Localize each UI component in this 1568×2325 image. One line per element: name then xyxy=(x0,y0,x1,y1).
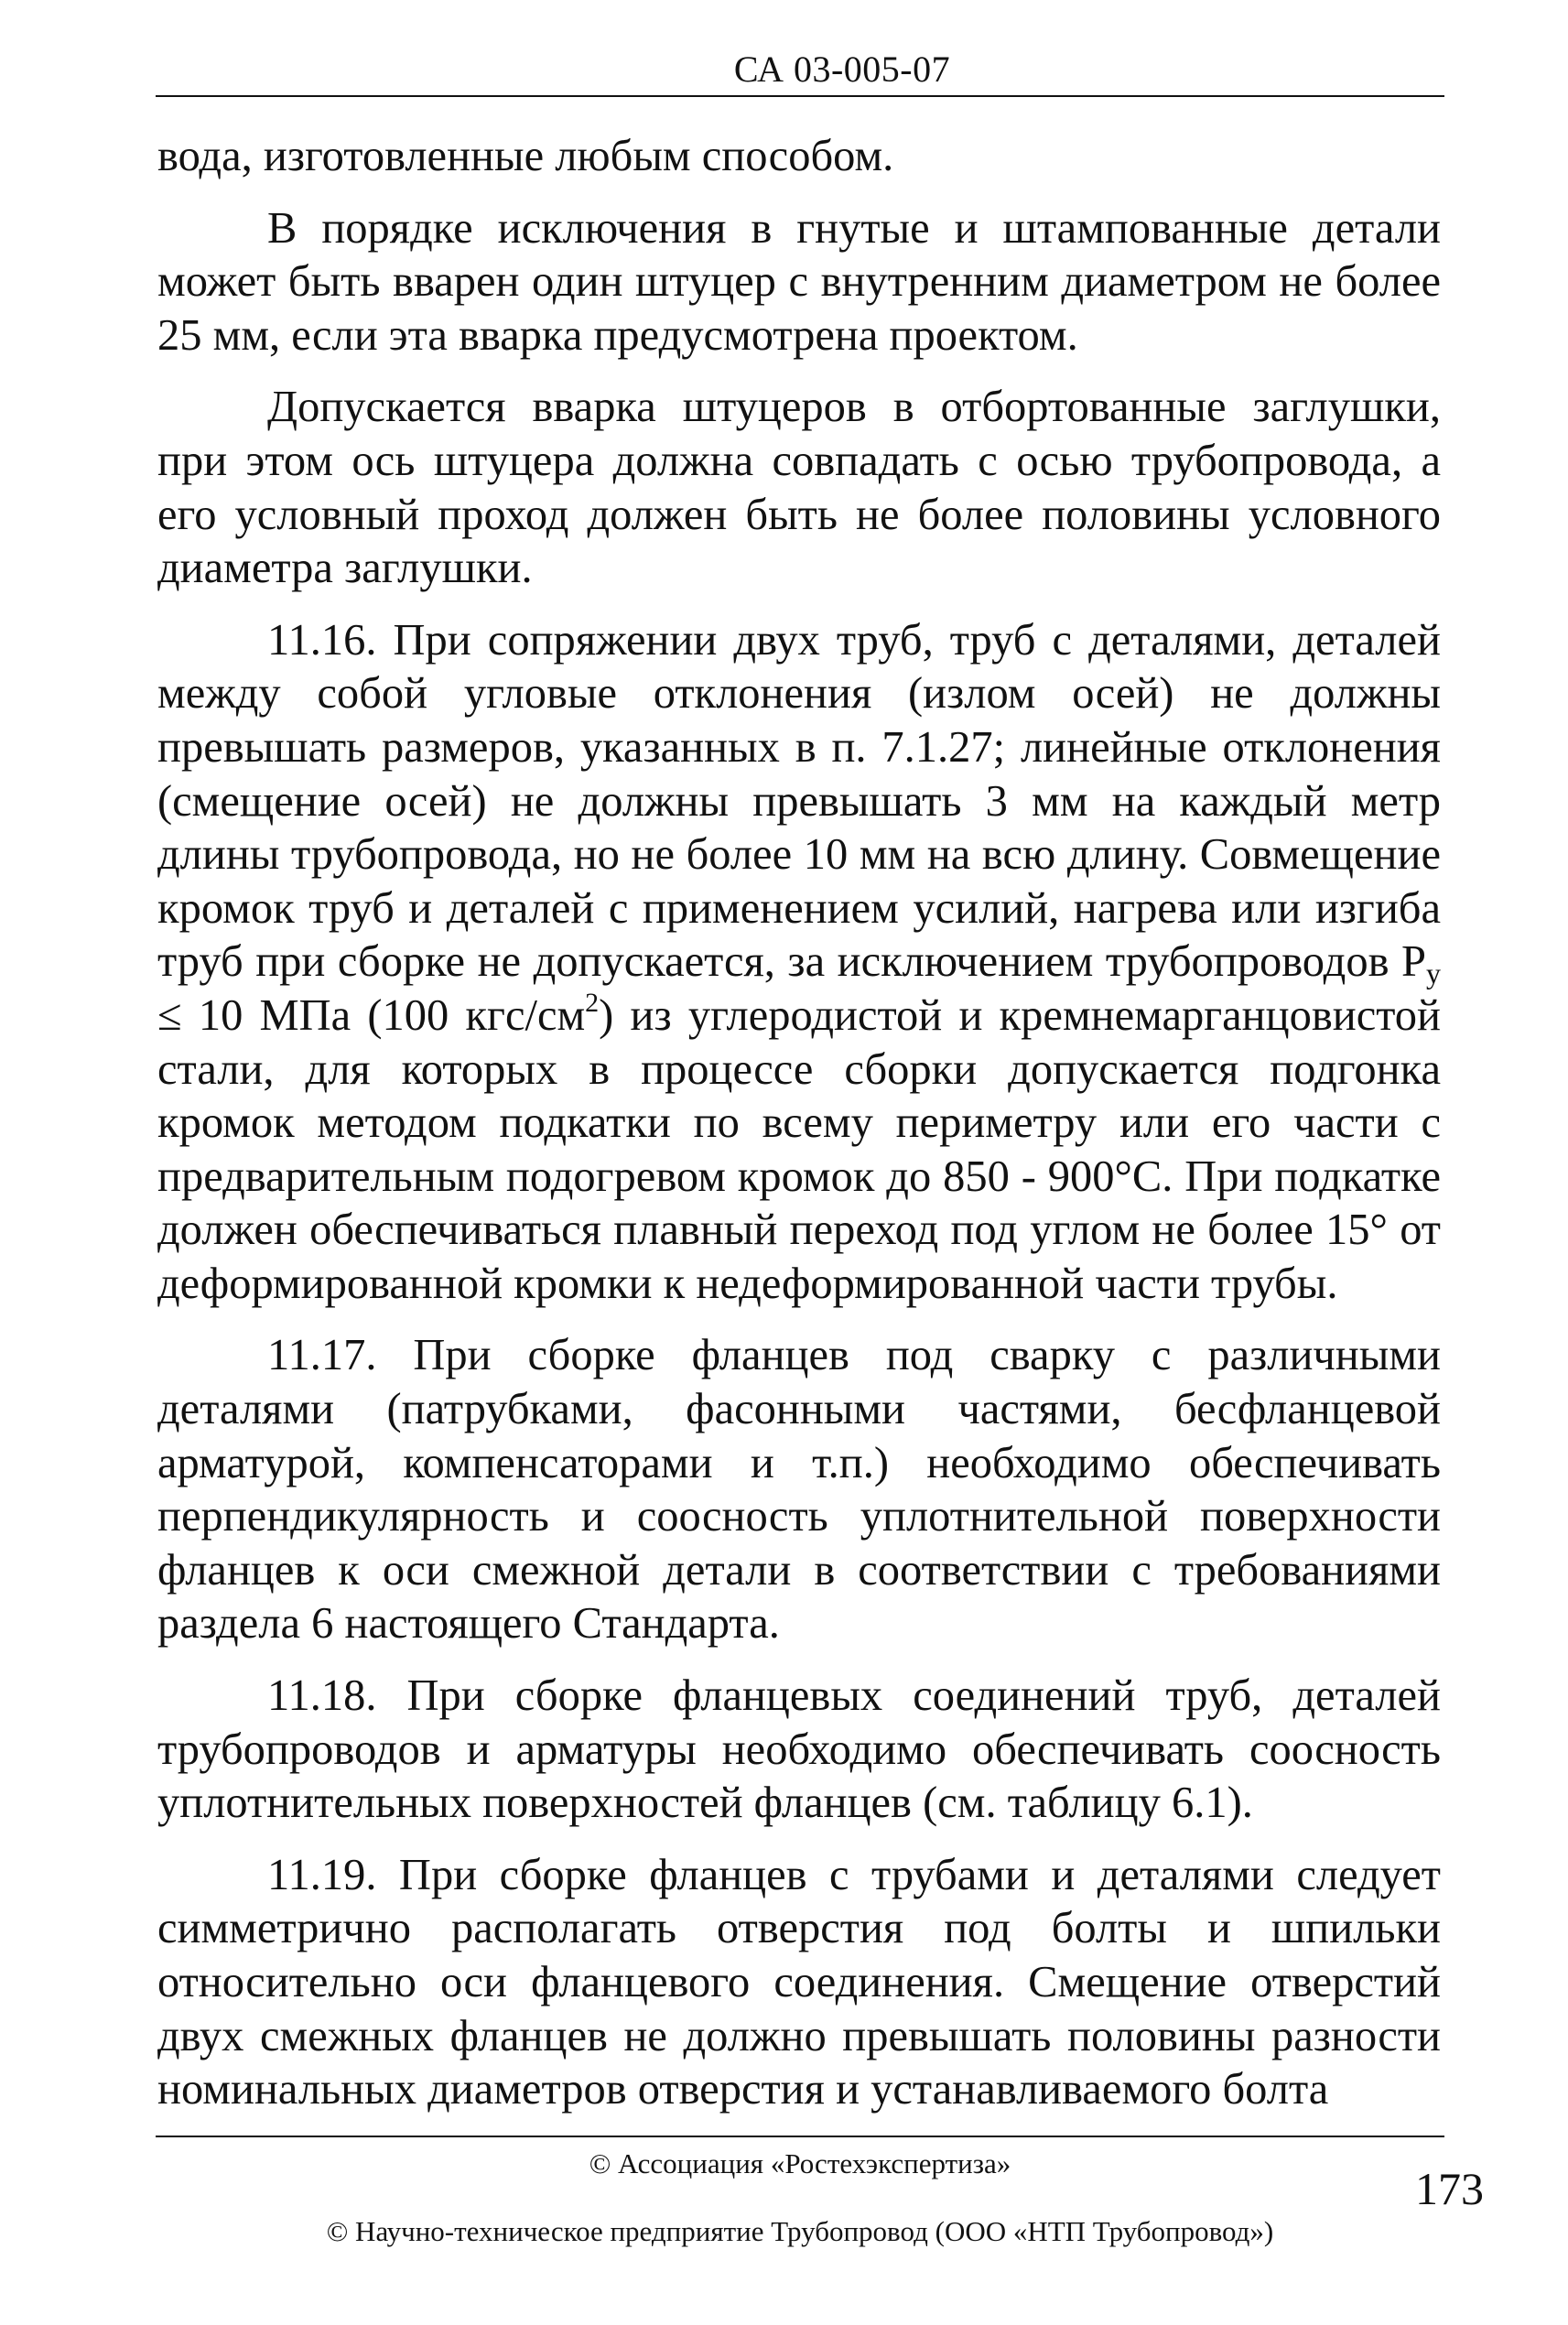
paragraph-11-16-text-3: ) из углеродистой и кремнемарганцовистой стали, для которых в процессе сборки допускается подгонка кромок методом подкатки по всему периметру или его части с предварительным подогревом кромок до 850 - 900°С. При подкатке должен обеспечиваться плавный переход под углом не более 15° от деформированной кромки к недеформированной части трубы. xyxy=(157,990,1441,1308)
page-number: 173 xyxy=(1415,2163,1484,2214)
paragraph-11-17: 11.17. При сборке фланцев под сварку с различными деталями (патрубками, фасонными частями, бесфланцевой арматурой, компенсаторами и т.п.) необходимо обеспечивать перпендикулярность и соосность уплотнительной поверхности фланцев к оси смежной детали в соответствии с требованиями раздела 6 настоящего Стандарта. xyxy=(157,1331,1441,1649)
paragraph-11-16-text-1: 11.16. При сопряжении двух труб, труб с деталями, деталей между собой угловые отклонения (излом осей) не должны превышать размеров, указанных в п. 7.1.27; линейные отклонения (смещение осей) не должны превышать 3 мм на каждый метр длины трубопровода, но не более 10 мм на всю длину. Совмещение кромок труб и деталей с применением усилий, нагрева или изгиба труб при сборке не допускается, за исключением трубопроводов P xyxy=(157,615,1441,987)
paragraph-welding-plugs: Допускается вварка штуцеров в отбортованные заглушки, при этом ось штуцера должна совпадать с осью трубопровода, а его условный проход должен быть не более половины условного диаметра заглушки. xyxy=(157,383,1441,593)
footer-divider xyxy=(156,2136,1444,2137)
document-code: СА 03-005-07 xyxy=(733,49,951,90)
paragraph-11-19: 11.19. При сборке фланцев с трубами и деталями следует симметрично располагать отверстия под болты и шпильки относительно оси фланцевого соединения. Смещение отверстий двух смежных фланцев не должно превышать половины разности номинальных диаметров отверстия и устанавливаемого болта xyxy=(157,1850,1441,2114)
superscript-2: 2 xyxy=(585,987,600,1018)
subscript-y: у xyxy=(1426,957,1441,990)
paragraph-continuation: вода, изготовленные любым способом. xyxy=(157,132,894,180)
paragraph-11-16 xyxy=(157,614,1441,1312)
paragraph-exception: В порядке исключения в гнутые и штампованные детали может быть вварен один штуцер с внутренним диаметром не более 25 мм, если эта вварка предусмотрена проектом. xyxy=(157,203,1441,360)
page-body xyxy=(157,130,1441,2136)
footer-copyright-association: © Ассоциация «Ростехэкспертиза» xyxy=(589,2147,1011,2179)
header-divider xyxy=(156,95,1444,97)
paragraph-11-18: 11.18. При сборке фланцевых соединений труб, деталей трубопроводов и арматуры необходимо обеспечивать соосность уплотнительных поверхностей фланцев (см. таблицу 6.1). xyxy=(157,1671,1441,1828)
paragraph-11-16-text-2: ≤ 10 МПа (100 кгс/см xyxy=(157,990,586,1040)
footer-copyright-company: © Научно-техническое предприятие Трубопровод (ООО «НТП Трубопровод») xyxy=(326,2215,1274,2247)
